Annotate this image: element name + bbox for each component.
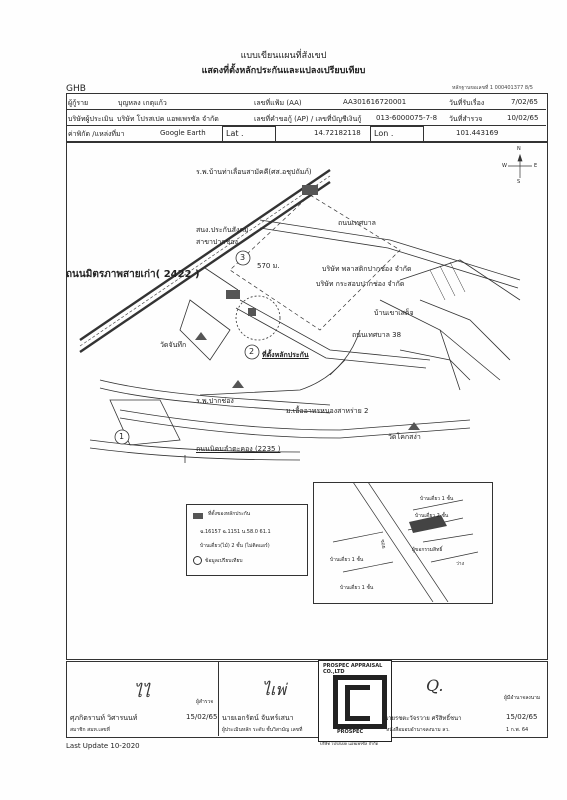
lat-value: 14.72182118 [314,129,361,137]
receive-date-value: 7/02/65 [511,98,538,106]
borrower-value: บุญหลง เกตุแก้ว [118,99,167,107]
inset-collateral: ผู้ขอกรรมสิทธิ์ [412,547,443,553]
inset-left-b: บ้านเดี่ยว 1 ชั้น [340,585,374,591]
coord-source: Google Earth [160,129,206,137]
legend-item1: ที่ตั้งของหลักประกัน [208,511,251,517]
approver-name: นายรชตะวัจรวาย ศรีสิทธิ์ชนา [384,715,462,722]
approver-sub-date: 1 ก.พ. 64 [506,727,529,733]
inset-road: ซอย [378,538,387,550]
map-label-company-a: บริษัท พลาสติกปากช่อง จำกัด [322,265,412,273]
form-subtitle: แสดงที่ตั้งหลักประกันและแปลงเปรียบเทียบ [201,66,366,76]
survey-date-label: วันที่สำรวจ [449,115,483,123]
borrower-label: ผู้กู้ราย [68,99,89,107]
appraiser-name: นายเอกรัตน์ จันทร์เสนา [222,714,294,722]
brand-label: GHB [66,84,86,94]
map-label-hospital-pakchong: ร.พ.ปากช่อง [196,397,234,405]
ap-value: 013-6000075-7-8 [376,114,438,122]
doc-number: หลักฐานขอเลขที่ 1 000401377 8/5 [452,85,533,91]
receive-date-label: วันที่รับเรื่อง [449,99,485,107]
map-label-road-mittraphap: ถนนมิตรภาพสายเก่า( 2422 ) [66,269,200,280]
map-label-temple-right: วัดโคกสง่า [388,433,421,441]
lat-label: Lat . [226,129,244,138]
file-label: เลขที่แฟ้ม (AA) [254,99,302,107]
approver-date: 15/02/65 [506,713,538,721]
surveyor-role: ผู้สำรวจ [196,699,214,705]
appraiser-sub: ผู้ประเมินหลัก ระดับ ชั้นวิสามัญ เลขที่ [222,727,303,733]
stamp-top-text: PROSPEC APPRAISAL CO.,LTD [323,663,383,675]
map-label-distance: 570 ม. [257,262,280,270]
compass-s: S [517,179,521,185]
surveyor-signature: ไไ [134,682,151,701]
compass-e: E [534,163,538,169]
map-label-temple-left: วัดจันทึก [160,341,187,349]
lon-label: Lon . [374,129,394,138]
map-label-social-security: สนง.ประกันสังคม [196,226,249,234]
map-label-road-nikhom: ถนนนิคมลำตะคอง (2235 ) [196,445,281,453]
approver-role: ผู้มีอำนาจลงนาม [504,695,541,701]
compass-n: N [517,146,521,152]
map-label-company-b: บริษัท กระสอบปากช่อง จำกัด [316,280,405,288]
surveyor-name: ศุภกิตรานท์ วิศารนนท์ [70,714,138,722]
coord-label: ค่าพิกัด /แหล่งที่มา [68,130,125,138]
legend-circle-icon [193,556,202,565]
map-label-road-tessaban38: ถนนเทศบาล 38 [352,331,402,339]
company-label: บริษัทผู้ประเมิน [68,115,114,123]
marker-1: 1 [119,432,125,441]
surveyor-sub: สมาชิก สมห.เลขที่ [70,727,110,733]
approver-sub: หนังสือมอบอำนาจลงนาม ลว. [386,727,450,733]
footer-update: Last Update 10-2020 [66,742,140,750]
map-label-road-tessaban: ถนนเทศบาล [338,219,376,227]
map-label-social-security-branch: สาขาปากช่อง [196,238,238,246]
stamp-bottom-text: PROSPEC [337,729,364,735]
map-label-hospital-top: ร.พ.บ้านท่าเลื่อนสามัคคี(ศส.อชุปถัมภ์) [196,168,312,176]
inset-house-mid: บ้านเดี่ยว 2 ชั้น [415,513,449,519]
legend-item2: ฉ.16157 ฉ.1151 น.58.0 61.1 [200,529,271,535]
map-label-collateral: ที่ตั้งหลักประกัน [262,351,309,359]
legend-item4: ข้อมูลเปรียบเทียบ [205,558,243,564]
lon-value: 101.443169 [456,129,499,137]
company-value: บริษัท โปรสเปค แอพเพรซัล จำกัด [117,115,219,123]
map-label-village-right: บ้านเขาเสด็จ [374,309,414,317]
survey-date-value: 10/02/65 [507,114,539,122]
inset-house-top: บ้านเดี่ยว 1 ชั้น [420,496,454,502]
form-title: แบบเขียนแผนที่สังเขป [240,51,327,61]
file-value: AA301616720001 [343,98,407,106]
company-stamp [318,660,392,742]
compass-w: W [502,163,507,169]
stamp-footer: บริษัท โปรสเปค แอพเพรซัล จำกัด [320,741,379,746]
marker-3: 3 [240,253,246,262]
surveyor-date: 15/02/65 [186,713,218,721]
ap-label: เลขที่คำขอกู้ (AP) / เลขที่บัญชีเงินกู้ [254,115,362,123]
inset-bottom: ว่าง [456,561,465,567]
marker-2: 2 [249,347,255,356]
appraiser-signature: ไเพ่ [262,680,287,699]
legend-swatch [193,513,203,519]
approver-signature: Q. [426,676,444,695]
legend-item3: บ้านเดี่ยว(ไม้) 2 ชั้น (ไม่ติดแอร์) [200,543,270,549]
inset-left-a: บ้านเดี่ยว 1 ชั้น [330,557,364,563]
map-label-village-nong: ม.เอื้ออาทรหนองสาหร่าย 2 [286,407,369,415]
